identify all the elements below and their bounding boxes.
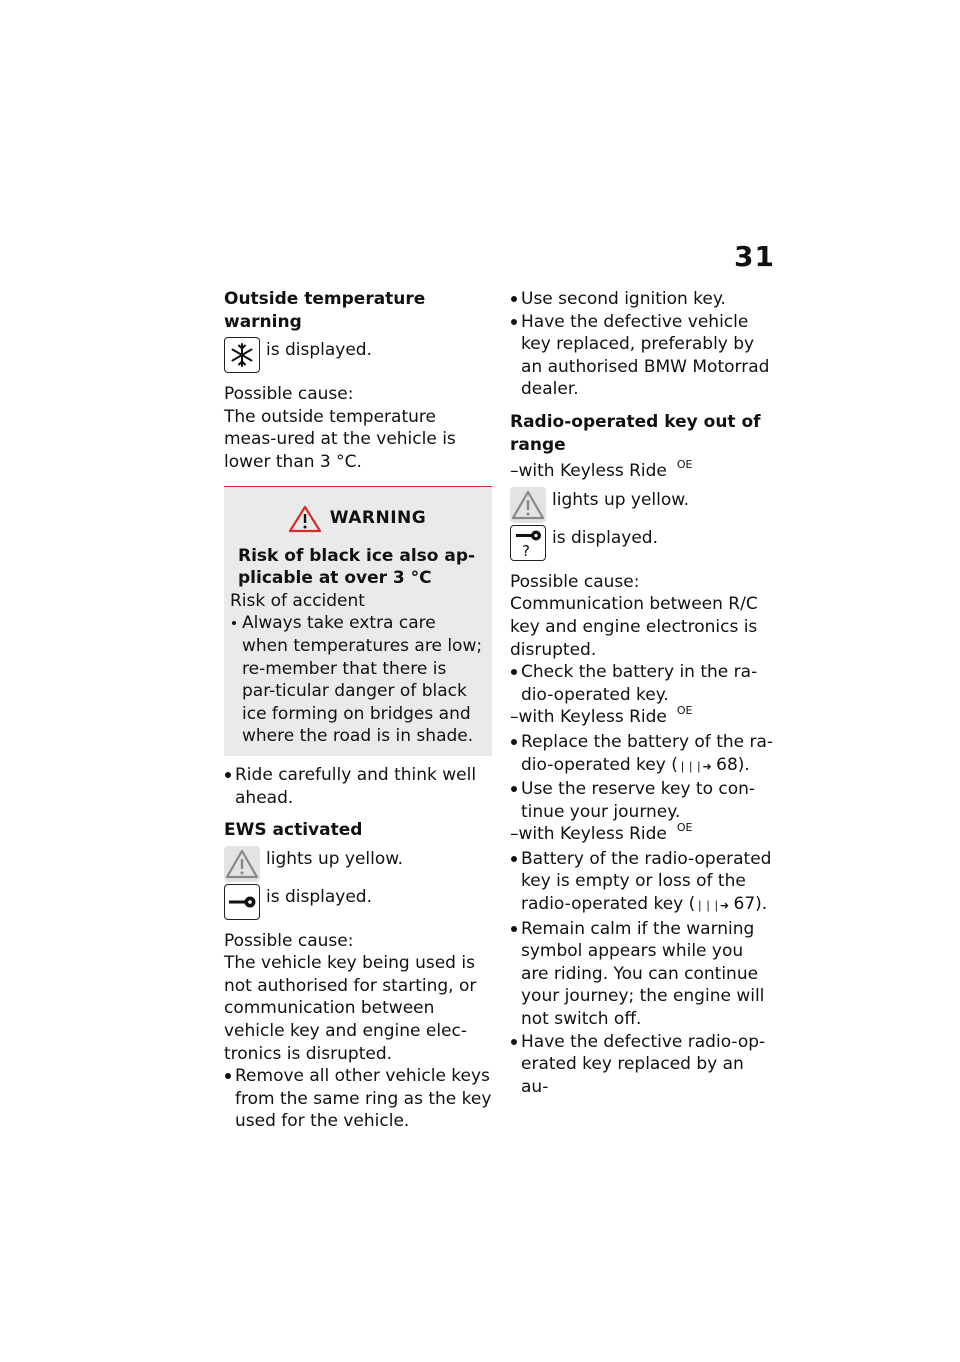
oe-badge: OE [676,821,693,835]
radio-icon-row-1 [510,487,776,523]
radio-cause-label: Possible cause: [510,571,640,592]
keyless-ride-condition-1 [510,460,776,485]
outside-temp-cause-label: Possible cause: [224,384,354,405]
warning-triangle-icon [288,505,322,533]
ews-icon2-text: is displayed. [266,886,373,907]
page-number: 31 [734,240,775,273]
battery-empty-text: Battery of the radio-operated key is empty or loss of the radio-operated key ( [521,848,772,915]
keyless-ride-condition-2 [510,706,776,731]
defective-key-bullet: Have the defective radio-op-erated key replaced by an au- [510,1031,776,1099]
warning-title: WARNING [329,508,427,529]
ews-heading: EWS activated [224,820,363,841]
keyless-ride-label: –with Keyless Ride [510,824,667,845]
general-warning-icon [510,487,546,523]
oe-badge: OE [676,704,693,718]
warning-subtitle: Risk of black ice also ap-plicable at over 3 °C [238,545,476,589]
warning-risk: Risk of accident [230,590,365,611]
page-ref-68[interactable]: 68). [716,754,750,775]
radio-key-heading: Radio-operated key out of range [510,411,761,455]
keyless-ride-condition-3 [510,823,776,848]
ews-icon1-text: lights up yellow. [266,848,404,869]
reserve-key-bullet: Use the reserve key to con-tinue your journey. [510,778,776,823]
radio-icon1-text: lights up yellow. [552,489,690,510]
oe-badge: OE [676,458,693,472]
remain-calm-bullet: Remain calm if the warning symbol appears while you are riding. You can continue your journey; the engine will not switch off. [510,918,776,1031]
snowflake-icon [224,337,260,373]
warning-box [224,486,492,756]
warning-header [230,505,484,533]
second-key-bullet: Use second ignition key. [510,288,776,311]
warning-bullet: Always take extra care when temperatures are low; re-member that there is par-ticular danger of black ice forming on bridges and where the road is in shade. [230,612,484,748]
ride-carefully-bullet: Ride carefully and think well ahead. [224,764,492,809]
replace-key-bullet: Have the defective vehicle key replaced, preferably by an authorised BMW Motorrad dealer. [510,311,776,401]
outside-temp-heading: Outside temperature warning [224,289,426,332]
left-column [224,288,492,1133]
ews-bullet: Remove all other vehicle keys from the same ring as the key used for the vehicle. [224,1065,492,1133]
svg-text:?: ? [522,541,530,559]
keyless-ride-label: –with Keyless Ride [510,707,667,728]
ews-cause-text: The vehicle key being used is not authorised for starting, or communication between vehicle key and engine elec-tronics is disrupted. [224,953,477,1064]
outside-temp-cause-text: The outside temperature meas-ured at the vehicle is lower than 3 °C. [224,406,456,472]
ews-cause-label: Possible cause: [224,930,354,951]
radio-cause-text: Communication between R/C key and engine electronics is disrupted. [510,594,758,660]
page-ref-67[interactable]: 67). [733,894,768,915]
replace-battery-text: Replace the battery of the ra-dio-operated key ( [521,731,774,775]
general-warning-icon [224,846,260,882]
key-question-icon [510,525,546,561]
check-battery-bullet: Check the battery in the ra-dio-operated key. [510,661,776,706]
ews-icon-row-1 [224,846,492,882]
radio-icon-row-2 [510,525,776,561]
radio-icon2-text: is displayed. [552,527,659,548]
replace-battery-bullet [510,731,776,778]
battery-empty-bullet [510,848,776,918]
ews-icon-row-2 [224,884,492,920]
outside-temp-icon-text: is displayed. [266,340,373,361]
right-column [510,288,776,1098]
page-ref-arrow-icon: ❘❘❘➜ [677,759,711,773]
keyless-ride-label: –with Keyless Ride [510,461,667,482]
page-ref-arrow-icon: ❘❘❘➜ [695,899,729,913]
key-icon [224,884,260,920]
outside-temp-icon-row [224,337,492,373]
